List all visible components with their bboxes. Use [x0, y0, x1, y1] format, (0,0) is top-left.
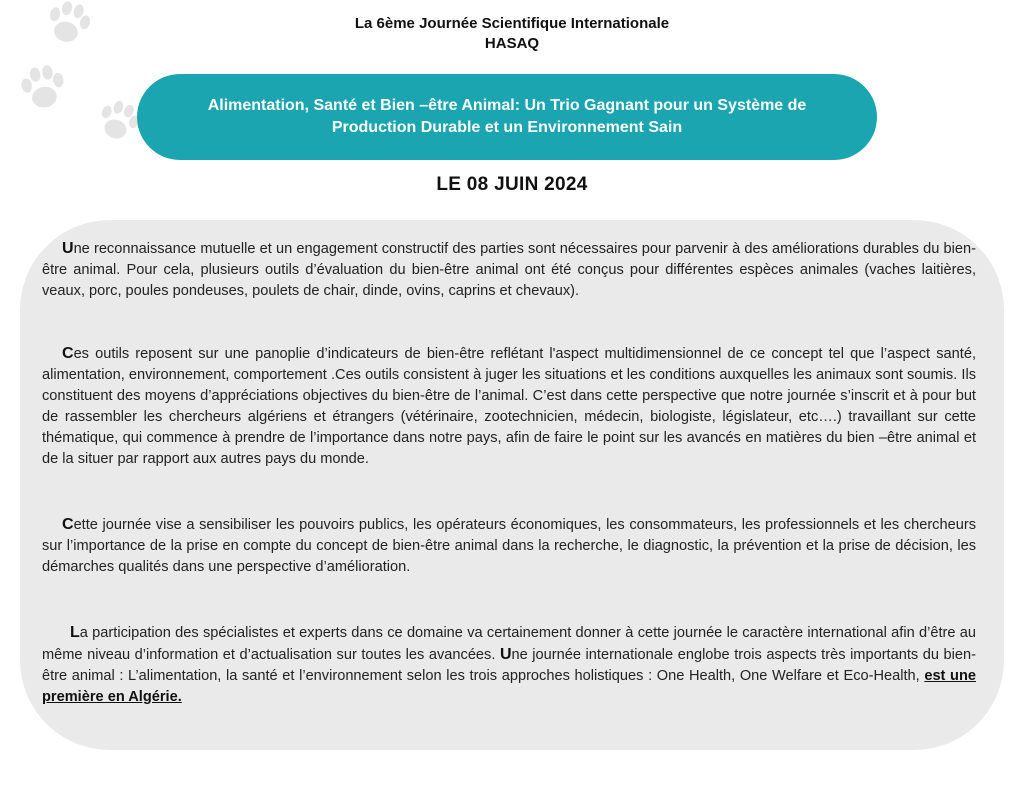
event-date: LE 08 JUIN 2024	[436, 174, 588, 195]
paragraph-text: ette journée vise a sensibiliser les pouvoirs publics, les opérateurs économiques, les consommateurs, les professionnels et les chercheurs sur l’importance de la prise en compte du concept de bien-être animal dans la recherche, le diagnostic, la prévention et la prise de décision, les démarches qualités dans une perspective d’amélioration.	[42, 517, 976, 575]
paragraph-text: es outils reposent sur une panoplie d’indicateurs de bien-être reflétant l'aspect multidimensionnel de ce concept tel que l’aspect santé, alimentation, environnement, comportement .Ces outils consistent à juger les situations et les conditions auxquelles les animaux sont soumis. Ils constituent des moyens d’appréciations objectives du bien-être de l’animal. C’est dans cette perspective que notre journée s’inscrit et à pour but de rassembler les chercheurs algériens et étrangers (vétérinaire, zootechnicien, médecin, biologiste, législateur, etc….) travaillant sur cette thématique, qui commence à prendre de l’importance dans notre pays, afin de faire le point sur les avancés en matières du bien –être animal et de la situer par rapport aux autres pays du monde.	[42, 346, 976, 467]
theme-banner	[137, 74, 877, 160]
event-title: La 6ème Journée Scientifique Internationale	[354, 15, 670, 32]
paragraph	[42, 622, 976, 708]
paragraph	[42, 514, 976, 578]
drop-initial: U	[62, 240, 74, 257]
paragraph	[42, 238, 976, 302]
paragraph-text: ne reconnaissance mutuelle et un engagement constructif des parties sont nécessaires pour parvenir à des améliorations durables du bien-être animal. Pour cela, plusieurs outils d’évaluation du bien-être animal ont été conçus pour différentes espèces animales (vaches laitières, veaux, porc, poules pondeuses, poulets de chair, dinde, ovins, caprins et chevaux).	[42, 241, 976, 299]
theme-line-1: Alimentation, Santé et Bien –être Animal: Un Trio Gagnant pour un Système de	[207, 97, 807, 114]
drop-initial: C	[62, 516, 74, 533]
drop-initial: L	[70, 624, 80, 641]
paragraph-text: a participation des spécialistes et experts dans ce domaine va certainement donner à cette journée le caractère international afin d’être au même niveau d’information et d’actualisation sur toutes les avancées.	[42, 625, 976, 663]
paragraph-text: ne journée internationale englobe trois aspects très importants du bien- être animal : L’alimentation, la santé et l’environnement selon les trois approches holistiques : One Health, One Welfare et Eco-Health,	[42, 647, 976, 684]
emphasis-statement: est une première en Algérie.	[42, 668, 976, 705]
inline-initial: U	[499, 646, 512, 663]
drop-initial: C	[62, 345, 74, 362]
theme-line-2: Production Durable et un Environnement Sain	[331, 119, 683, 136]
paw-print-icon	[12, 58, 74, 120]
paragraph	[42, 343, 976, 470]
event-acronym: HASAQ	[484, 35, 540, 52]
